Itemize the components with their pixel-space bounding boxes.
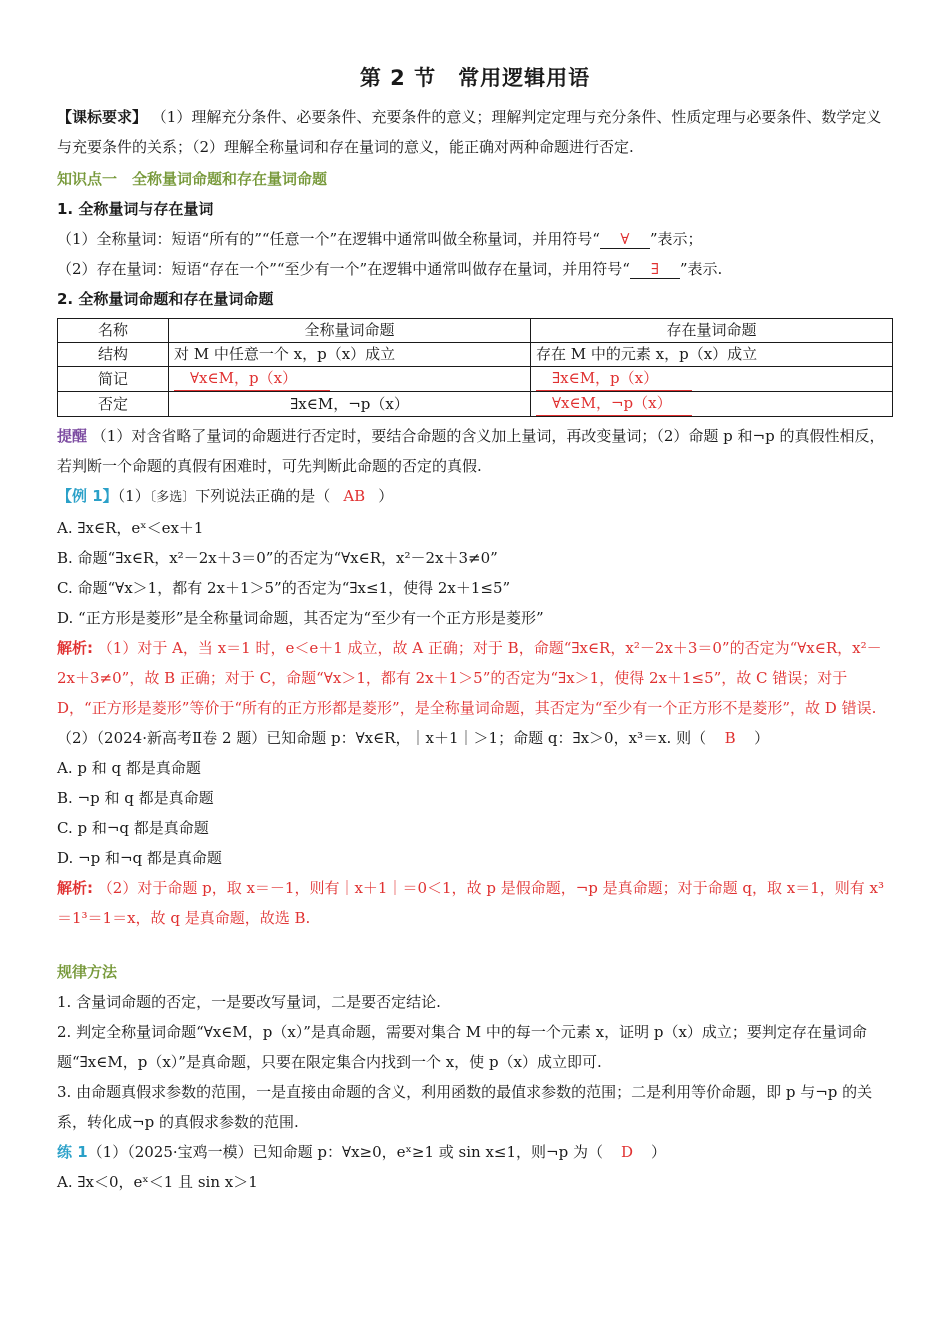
answer-text: B — [724, 729, 736, 747]
example1-part2-stem — [57, 723, 893, 753]
table-header-cell: 全称量词命题 — [169, 319, 531, 343]
option-item: A. p 和 q 都是真命题 — [57, 759, 201, 777]
option-item: A. ∃x∈R，eˣ＜ex＋1 — [57, 519, 204, 537]
analysis-paragraph — [57, 873, 893, 933]
answer-fill: ∀x∈M，p（x） — [174, 367, 330, 391]
option-item: D. ¬p 和¬q 都是真命题 — [57, 849, 222, 867]
option-item: A. ∃x＜0，eˣ＜1 且 sin x＞1 — [57, 1173, 258, 1191]
analysis-label: 解析: — [57, 639, 93, 657]
practice-label: 练 1 — [57, 1143, 88, 1161]
line1-text: （1）全称量词：短语“所有的”“任意一个”在逻辑中通常叫做全称量词，并用符号“ — [57, 230, 600, 248]
answer-fill: ∃x∈M，p（x） — [536, 367, 692, 391]
example-label: 【例 1】 — [57, 487, 118, 505]
option-item: B. 命题“∃x∈R，x²－2x＋3＝0”的否定为“∀x∈R，x²－2x＋3≠0” — [57, 549, 498, 567]
table-cell: 结构 — [58, 343, 169, 367]
requirement-text: （1）理解充分条件、必要条件、充要条件的意义；理解判定定理与充分条件、性质定理与必要条件、数学定义与充要条件的关系；（2）理解全称量词和存在量词的意义，能正确对两种命题进行否定. — [57, 108, 882, 156]
table-header-cell: 名称 — [58, 319, 169, 343]
tip-paragraph — [57, 421, 893, 481]
answer-text: AB — [343, 487, 366, 505]
analysis-paragraph — [57, 633, 893, 723]
requirement-paragraph — [57, 102, 893, 162]
table-row — [58, 343, 893, 367]
quantifier-table — [57, 318, 893, 417]
page-title: 第 2 节 常用逻辑用语 — [359, 66, 591, 90]
table-row — [58, 392, 893, 417]
table-cell: 存在 M 中的元素 x，p（x）成立 — [531, 343, 893, 367]
practice1-stem — [57, 1137, 893, 1167]
line2-text: （2）存在量词：短语“存在一个”“至少有一个”在逻辑中通常叫做存在量词，并用符号“ — [57, 260, 630, 278]
table-row — [58, 367, 893, 392]
method-item: 3. 由命题真假求参数的范围，一是直接由命题的含义，利用函数的最值求参数的范围；二是利用等价命题，即 p 与¬p 的关系，转化成¬p 的真假求参数的范围. — [57, 1083, 873, 1131]
example1-part1-stem — [57, 481, 893, 513]
requirement-label: 【课标要求】 — [57, 108, 148, 126]
table-header-row — [58, 319, 893, 343]
analysis-text: （2）对于命题 p，取 x＝－1，则有｜x＋1｜＝0＜1，故 p 是假命题，¬p 是真命题；对于命题 q，取 x＝1，则有 x³＝1³＝1＝x，故 q 是真命题，故选 B. — [57, 879, 885, 927]
table-cell: 对 M 中任意一个 x，p（x）成立 — [169, 343, 531, 367]
table-cell — [531, 367, 893, 392]
knowledge-point-heading: 知识点一 全称量词命题和存在量词命题 — [57, 170, 328, 188]
table-cell: 否定 — [58, 392, 169, 417]
table-header-cell: 存在量词命题 — [531, 319, 893, 343]
tip-text: （1）对含省略了量词的命题进行否定时，要结合命题的含义加上量词，再改变量词；（2）命题 p 和¬p 的真假性相反，若判断一个命题的真假有困难时，可先判断此命题的否定的真假. — [57, 427, 885, 475]
line2-end: ”表示. — [679, 260, 723, 278]
option-item: C. 命题“∀x＞1，都有 2x＋1＞5”的否定为“∃x≤1，使得 2x＋1≤5” — [57, 579, 511, 597]
universal-quantifier-line — [57, 224, 893, 254]
part-number: （1） — [117, 487, 150, 505]
analysis-label: 解析: — [57, 879, 93, 897]
method-heading: 规律方法 — [57, 963, 118, 981]
line1-end: ”表示； — [649, 230, 703, 248]
option-item: D. “正方形是菱形”是全称量词命题，其否定为“至少有一个正方形是菱形” — [57, 609, 544, 627]
section2-heading: 2. 全称量词命题和存在量词命题 — [57, 290, 274, 308]
exists-blank: ∃ — [630, 260, 680, 279]
table-cell: ∃x∈M，¬p（x） — [169, 392, 531, 417]
question-stem: 下列说法正确的是（ — [195, 487, 331, 505]
method-item: 2. 判定全称量词命题“∀x∈M，p（x）”是真命题，需要对集合 M 中的每一个元素 x，证明 p（x）成立；要判定存在量词命题“∃x∈M，p（x）”是真命题，只要在限定集合内找到一个 x，使 p（x）成立即可. — [57, 1023, 867, 1071]
section1-heading: 1. 全称量词与存在量词 — [57, 200, 214, 218]
analysis-text: （1）对于 A，当 x＝1 时，e＜e＋1 成立，故 A 正确；对于 B，命题“∃x∈R，x²－2x＋3＝0”的否定为“∀x∈R，x²－2x＋3≠0”，故 B 正确；对于 C，命题“∀x＞1，都有 2x＋1＞5”的否定为“∃x＞1，使得 2x＋1≤5”，故 C 错误；对于 D，“正方形是菱形”等价于“所有的正方形都是菱形”，是全称量词命题，其否定为“至少有一个正方形不是菱形”，故 D 错误. — [57, 639, 882, 717]
tip-label: 提醒 — [57, 427, 88, 445]
method-item: 1. 含量词命题的否定，一是要改写量词，二是要否定结论. — [57, 993, 441, 1011]
answer-fill: ∀x∈M，¬p（x） — [536, 392, 692, 416]
existential-quantifier-line — [57, 254, 893, 284]
forall-blank: ∀ — [600, 230, 650, 249]
paren-close: ） — [650, 1143, 666, 1161]
option-item: C. p 和¬q 都是真命题 — [57, 819, 209, 837]
option-item: B. ¬p 和 q 都是真命题 — [57, 789, 214, 807]
table-cell — [169, 367, 531, 392]
document-page — [57, 60, 893, 1197]
table-cell — [531, 392, 893, 417]
question-stem: （1）（2025·宝鸡一模）已知命题 p：∀x≥0，eˣ≥1 或 sin x≤1，则¬p 为（ — [87, 1143, 603, 1161]
table-cell: 简记 — [58, 367, 169, 392]
question-stem: （2）（2024·新高考Ⅱ卷 2 题）已知命题 p：∀x∈R，｜x＋1｜＞1；命题 q：∃x＞0，x³＝x. 则（ — [57, 729, 707, 747]
paren-close: ） — [754, 729, 770, 747]
answer-text: D — [620, 1143, 633, 1161]
spacer — [57, 933, 893, 955]
multi-select-tag: 〔多选〕 — [149, 490, 196, 505]
paren-close: ） — [378, 487, 394, 505]
